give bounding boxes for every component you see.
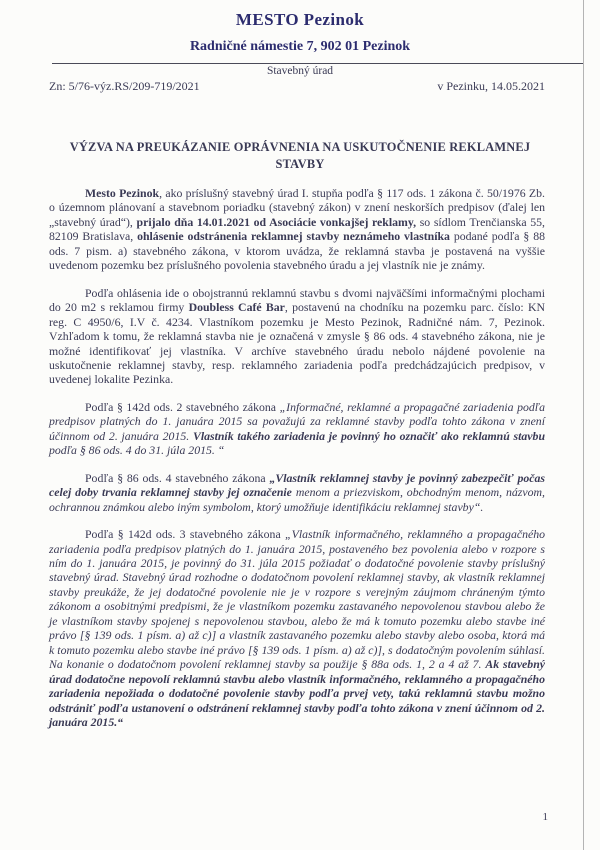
paragraph-intro: Mesto Pezinok, ako príslušný stavebný úrad I. stupňa podľa § 117 ods. 1 zákona č. 50/1976 Zb. o územnom plánovaní a stavebnom poriadku (stavebný zákon) v znení neskorších predpisov (ďalej len „stavebný úrad“), prijalo dňa 14.01.2021 od Asociácie vonkajšej reklamy, so sídlom Trenčianska 55, 82109 Bratislava, ohlásenie odstránenia reklamnej stavby neznámeho vlastníka podané podľa § 88 ods. 7 pism. a) stavebného zákona, v ktorom uvádza, že reklamná stavba je postavená na vyššie uvedenom pozemku bez príslušného povolenia stavebného úradu a jej vlastník nie je známy. <box>49 186 545 273</box>
city-name: MESTO Pezinok <box>235 10 365 29</box>
scan-artifact-line <box>583 0 584 850</box>
paragraph-description: Podľa ohlásenia ide o obojstrannú reklamnú stavbu s dvomi najväčšími informačnými plochami do 20 m2 s reklamou firmy Doubless Café Bar, postavenú na chodníku na pozemku parc. číslo: KN reg. C 4950/6, I.V č. 4234. Vlastníkom pozemku je Mesto Pezinok, Radničné nám. 7, Pezinok. Vzhľadom k tomu, že reklamná stavba nie je označená v zmysle § 86 ods. 4 stavebného zákona, nie je možné identifikovať jej vlastníka. V archíve stavebného úradu nebolo nájdené povolenie na uskutočnenie reklamnej stavby, resp. reklamného zariadenia podľa predchádzajúcich predpisov, v uvedenej lokalite Pezinka. <box>49 285 546 387</box>
place-and-date: v Pezinku, 14.05.2021 <box>437 79 545 93</box>
reference-row <box>0 77 600 94</box>
page-number: 1 <box>542 811 548 823</box>
paragraph-142d-ods2: Podľa § 142d ods. 2 stavebného zákona „Informačné, reklamné a propagačné zariadenia podľa predpisov platných do 1. januára 2015 sa považujú za reklamné stavby podľa tohto zákona v znení účinnom od 2. januára 2015. Vlastník takého zariadenia je povinný ho označiť ako reklamnú stavbu podľa § 86 ods. 4 do 31. júla 2015. “ <box>49 399 546 458</box>
letterhead <box>0 10 600 94</box>
header-divider <box>52 63 583 64</box>
paragraph-86-ods4: Podľa § 86 ods. 4 stavebného zákona „Vlastník reklamnej stavby je povinný zabezpečiť počas celej doby trvania reklamnej stavby jej označenie menom a priezviskom, obchodným menom, názvom, ochrannou známkou alebo iným symbolom, ktorý umožňuje identifikáciu reklamnej stavby“. <box>49 470 545 514</box>
reference-number: Zn: 5/76-výz.RS/209-719/2021 <box>49 79 200 93</box>
address-line: Radničné námestie 7, 902 01 Pezinok <box>189 39 411 54</box>
document-title: VÝZVA NA PREUKÁZANIE OPRÁVNENIA NA USKUTOČNENIE REKLAMNEJ STAVBY <box>69 140 531 171</box>
document-body <box>49 186 545 742</box>
department-line: Stavebný úrad <box>266 65 334 77</box>
paragraph-142d-ods3: Podľa § 142d ods. 3 stavebného zákona „Vlastník informačného, reklamného a propagačného zariadenia podľa predpisov platných do 1. januára 2015, postaveného bez povolenia alebo v rozpore s ním do 1. januára 2015, je povinný do 31. júla 2015 požiadať o dodatočné povolenie stavby príslušný stavebný úrad. Stavebný úrad rozhodne o dodatočnom povolení reklamnej stavby, ak vlastník reklamnej stavby preukáže, že jej dodatočné povolenie nie je v rozpore s verejným záujmom chráneným týmto zákonom a osobitnými predpismi, že je vlastníkom pozemku zastavaného nepovolenou stavbou alebo že je vlastníkom stavby spojenej s nepovolenou stavbou, alebo že má k tomuto pozemku alebo stavbe iné právo [§ 139 ods. 1 písm. a) až c)] a vlastník zastavaného pozemku alebo stavby alebo osoba, ktorá má k tomuto pozemku alebo stavbe iné právo [§ 139 ods. 1 písm. a) až c)], s dodatočným povolením súhlasí. Na konanie o dodatočnom povolení reklamnej stavby sa použije § 88a ods. 1, 2 a 4 až 7. Ak stavebný úrad dodatočne nepovolí reklamnú stavbu alebo vlastník informačného, reklamného a propagačného zariadenia nepožiada o dodatočné povolenie stavby podľa prvej vety, takú reklamnú stavbu možno odstrániť podľa ustanovení o odstránení reklamnej stavby podľa tohto zákona v znení účinnom od 2. januára 2015.“ <box>49 527 546 729</box>
